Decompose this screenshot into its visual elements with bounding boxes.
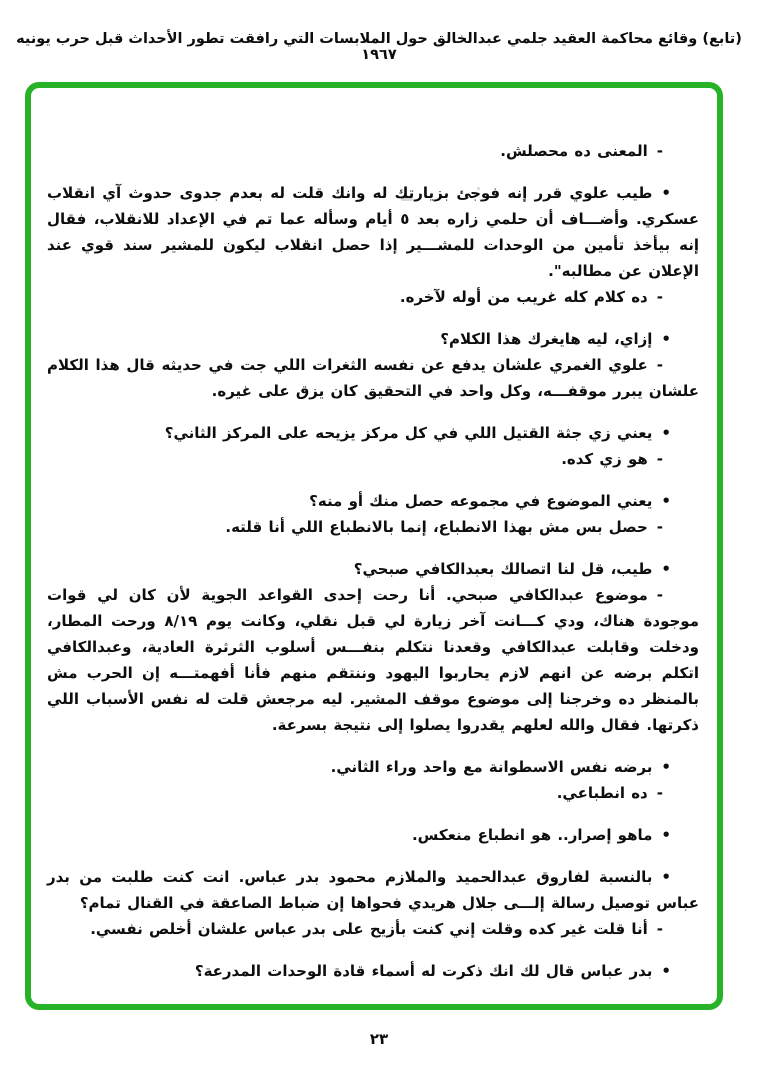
bullet-marker: •	[661, 826, 671, 844]
document-frame	[25, 82, 723, 1010]
list-item	[47, 284, 699, 310]
dash-marker: -	[656, 450, 663, 468]
list-item	[47, 488, 699, 514]
item-text: طيب، قل لنا اتصالك بعبدالكافي صبحي؟	[353, 560, 653, 578]
list-item	[47, 754, 699, 780]
list-item	[47, 864, 699, 916]
list-item	[47, 180, 699, 284]
list-item	[47, 514, 699, 540]
dash-marker: -	[656, 920, 663, 938]
item-text: علوي الغمري علشان يدفع عن نفسه الثغرات اللي جت في حديثه قال هذا الكلام علشان يبرر موقفـــه، وكل واحد في التحقيق كان يزق على غيره.	[47, 356, 699, 400]
item-text: بالنسبة لفاروق عبدالحميد والملازم محمود بدر عباس. انت كنت طلبت من بدر عباس توصيل رسالة إلـــى جلال هريدي فحواها إن ضباط الصاعقة في القنال تمام؟	[47, 868, 699, 912]
list-item	[47, 916, 699, 942]
bullet-marker: •	[661, 330, 671, 348]
list-item	[47, 958, 699, 984]
bullet-marker: •	[661, 758, 671, 776]
list-item	[47, 326, 699, 352]
list-item	[47, 780, 699, 806]
bullet-marker: •	[661, 424, 671, 442]
list-item	[47, 556, 699, 582]
list-item	[47, 138, 699, 164]
item-text: إزاي، ليه هايغرك هذا الكلام؟	[440, 330, 653, 348]
transcript-body	[31, 88, 717, 984]
item-text: بدر عباس قال لك انك ذكرت له أسماء قادة الوحدات المدرعة؟	[194, 962, 653, 980]
bullet-marker: •	[661, 184, 671, 202]
dash-marker: -	[656, 288, 663, 306]
bullet-marker: •	[661, 868, 671, 886]
item-text: يعني زي جثة القتيل اللي في كل مركز يزيحه على المركز الثاني؟	[164, 424, 653, 442]
list-item	[47, 582, 699, 738]
item-text: ده كلام كله غريب من أوله لآخره.	[399, 288, 648, 306]
item-text: ده انطباعي.	[556, 784, 648, 802]
item-text: يعني الموضوع في مجموعه حصل منك أو منه؟	[309, 492, 653, 510]
list-item	[47, 352, 699, 404]
dash-marker: -	[656, 356, 663, 374]
item-text: طيب علوي قرر إنه فوجئ بزيارتك له وانك قلت له بعدم جدوى حدوث آي انقلاب عسكري. وأضـــاف أن حلمي زاره بعد ٥ أيام وسأله عما تم في الإعداد للانقلاب، فقال إنه بيأخذ تأمين من الوحدات للمشـــير إذا حصل انقلاب ليكون للمشير سند قوي عند الإعلان عن مطالبه".	[47, 184, 699, 280]
dash-marker: -	[656, 784, 663, 802]
list-item	[47, 446, 699, 472]
dash-marker: -	[656, 518, 663, 536]
page-header: (تابع) وقائع محاكمة العقيد جلمي عبدالخالق حول الملابسات التي رافقت تطور الأحداث قبل حرب يونيه ١٩٦٧	[16, 31, 742, 63]
item-text: هو زي كده.	[561, 450, 648, 468]
page-number: ٢٣	[369, 1030, 389, 1048]
dash-marker: -	[656, 586, 663, 604]
list-item	[47, 822, 699, 848]
item-text: حصل بس مش بهذا الانطباع، إنما بالانطباع اللي أنا قلته.	[225, 518, 648, 536]
bullet-marker: •	[661, 492, 671, 510]
dash-marker: -	[656, 142, 663, 160]
item-text: المعنى ده محصلش.	[500, 142, 648, 160]
item-text: موضوع عبدالكافي صبحي. أنا رحت إحدى القواعد الجوية لأن كان لي قوات موجودة هناك، ودي كـــانت آخر زيارة لي قبل نقلي، وكانت يوم ٨/١٩ ورحت المطار، ودخلت وقابلت عبدالكافي وقعدنا نتكلم بنفـــس أسلوب الثرثرة العادية، وعبدالكافي اتكلم برضه عن انهم لازم يحاربوا اليهود وننتقم منهم فأنا أفهمتـــه إن الحرب مش بالمنظر ده وخرجنا إلى موضوع موقف المشير. ليه مرجعش قلت له نفس الأسباب اللي ذكرتها. فقال والله لعلهم يقدروا يصلوا إلى نتيجة بسرعة.	[47, 586, 699, 734]
bullet-marker: •	[661, 560, 671, 578]
item-text: ماهو إصرار.. هو انطباع منعكس.	[411, 826, 653, 844]
item-text: برضه نفس الاسطوانة مع واحد وراء الثاني.	[330, 758, 653, 776]
item-text: أنا قلت غير كده وقلت إني كنت بأزيح على بدر عباس علشان أخلص نفسي.	[90, 920, 648, 938]
bullet-marker: •	[661, 962, 671, 980]
list-item	[47, 420, 699, 446]
